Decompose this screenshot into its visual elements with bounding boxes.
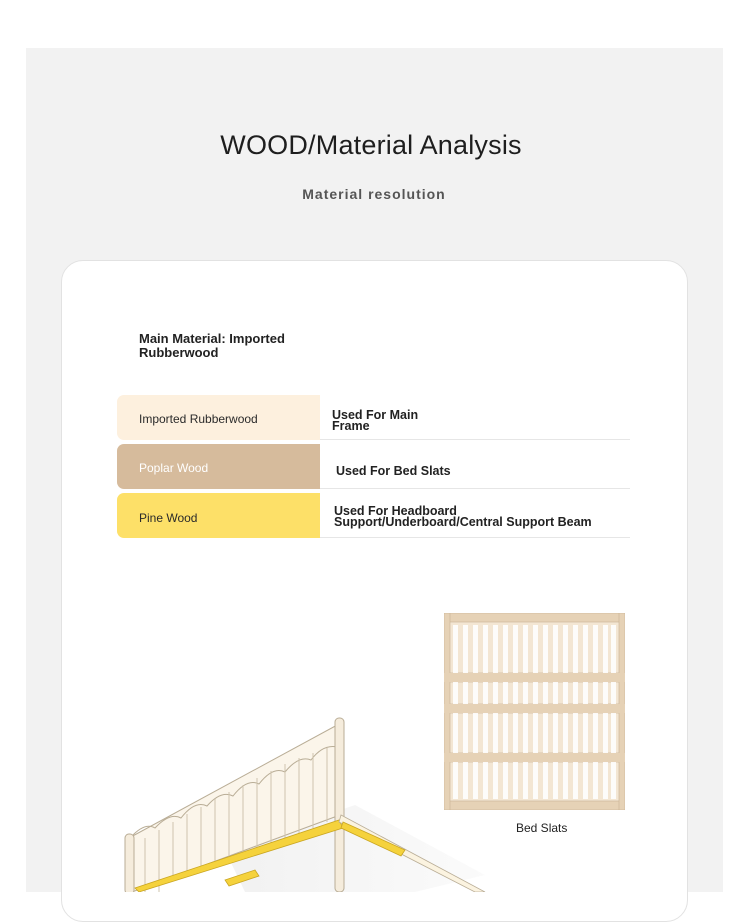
bed-slats-caption: Bed Slats bbox=[516, 821, 568, 835]
bed-slats-illustration bbox=[444, 613, 625, 810]
row-divider bbox=[320, 439, 630, 440]
material-row-poplar bbox=[117, 444, 630, 489]
pine-name: Pine Wood bbox=[139, 511, 198, 525]
page-title: WOOD/Material Analysis bbox=[220, 130, 522, 160]
pine-swatch bbox=[117, 493, 320, 538]
row-divider bbox=[320, 537, 630, 538]
poplar-use: Used For Bed Slats bbox=[336, 464, 451, 478]
material-row-rubberwood bbox=[117, 395, 630, 440]
row-divider bbox=[320, 488, 630, 489]
main-material-label: Main Material: Imported Rubberwood bbox=[139, 331, 285, 360]
rubberwood-name: Imported Rubberwood bbox=[139, 412, 258, 426]
pine-use: Used For Headboard Support/Underboard/Central Support Beam bbox=[334, 504, 592, 529]
material-row-pine bbox=[117, 493, 630, 538]
page-subtitle: Material resolution bbox=[302, 186, 446, 202]
poplar-name: Poplar Wood bbox=[139, 461, 209, 475]
poplar-swatch bbox=[117, 444, 320, 489]
rubberwood-use: Used For Main Frame bbox=[332, 408, 419, 433]
rubberwood-swatch bbox=[117, 395, 320, 440]
